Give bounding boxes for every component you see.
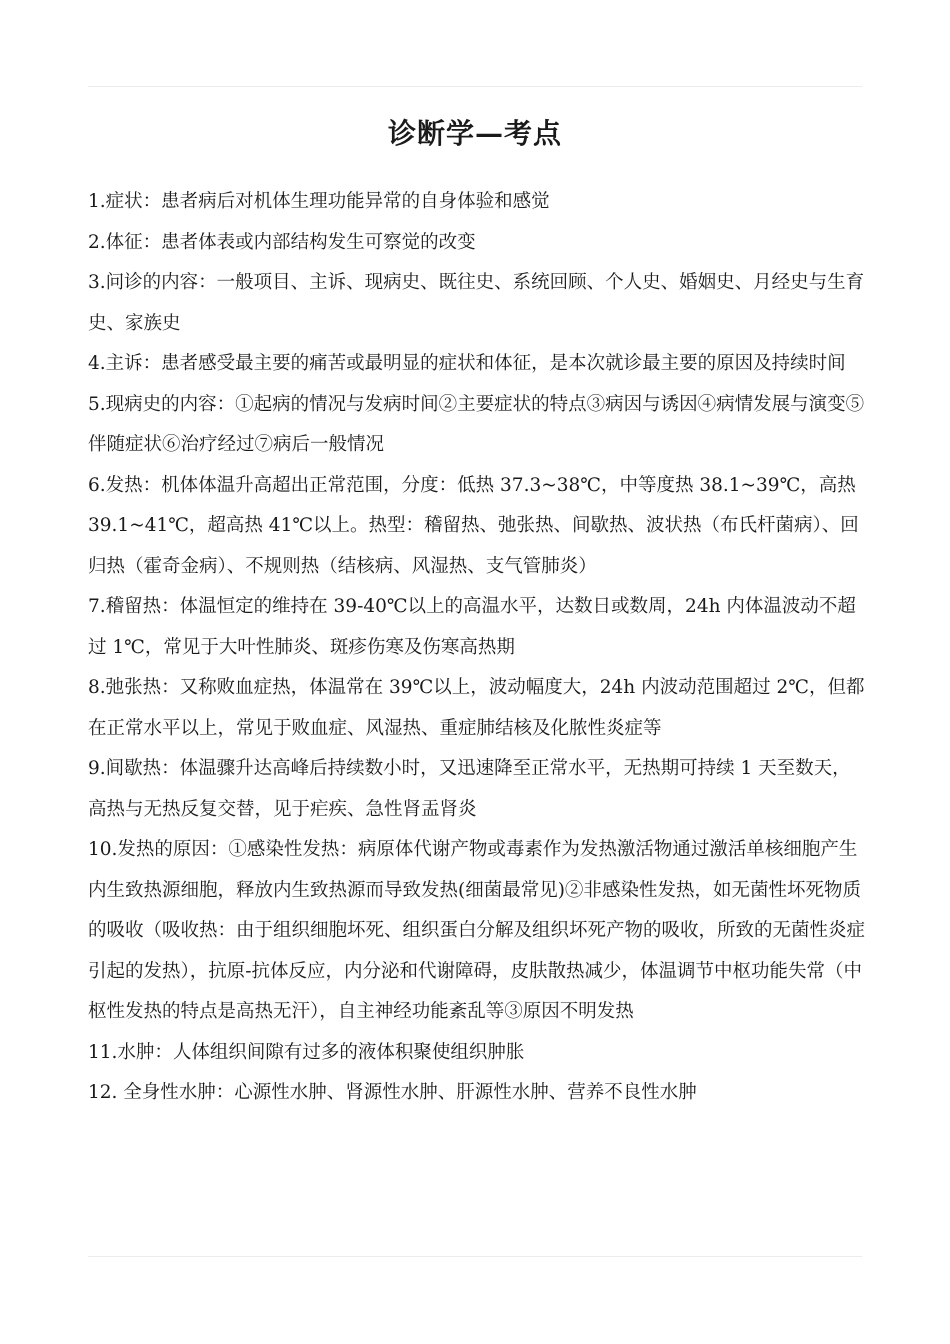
list-item: 7.稽留热：体温恒定的维持在 39-40℃以上的高温水平，达数日或数周，24h 内体温波动不超过 1℃，常见于大叶性肺炎、斑疹伤寒及伤寒高热期 [88, 596, 856, 658]
page-title: 诊断学—考点 [387, 117, 562, 150]
list-item: 11.水肿：人体组织间隙有过多的液体积聚使组织肿胀 [88, 1041, 525, 1063]
list-item: 9.间歇热：体温骤升达高峰后持续数小时，又迅速降至正常水平，无热期可持续 1 天至数天，高热与无热反复交替，见于疟疾、急性肾盂肾炎 [88, 758, 851, 820]
list-item: 12. 全身性水肿：心源性水肿、肾源性水肿、肝源性水肿、营养不良性水肿 [88, 1082, 697, 1103]
list-item: 3.问诊的内容：一般项目、主诉、现病史、既往史、系统回顾、个人史、婚姻史、月经史与生育史、家族史 [88, 272, 865, 334]
list-item: 8.弛张热：又称败血症热，体温常在 39℃以上，波动幅度大，24h 内波动范围超过 2℃，但都在正常水平以上，常见于败血症、风湿热、重症肺结核及化脓性炎症等 [88, 677, 865, 739]
list-item: 10.发热的原因：①感染性发热：病原体代谢产物或毒素作为发热激活物通过激活单核细胞产生内生致热源细胞，释放内生致热源而导致发热(细菌最常见)②非感染性发热，如无菌性坏死物质的吸收（吸收热：由于组织细胞坏死、组织蛋白分解及组织坏死产物的吸收，所致的无菌性炎症引起的发热），抗原-抗体反应，内分泌和代谢障碍，皮肤散热减少，体温调节中枢功能失常（中枢性发热的特点是高热无汗），自主神经功能紊乱等③原因不明发热 [88, 839, 866, 1022]
list-item: 6.发热：机体体温升高超出正常范围，分度：低热 37.3~38℃，中等度热 38.1~39℃，高热 39.1~41℃，超高热 41℃以上。热型：稽留热、弛张热、间歇热、波状热（布氏杆菌病）、回归热（霍奇金病）、不规则热（结核病、风湿热、支气管肺炎） [88, 474, 859, 577]
list-item: 1.症状：患者病后对机体生理功能异常的自身体验和感觉 [88, 191, 550, 212]
list-item: 2.体征：患者体表或内部结构发生可察觉的改变 [88, 231, 476, 253]
list-item: 4.主诉：患者感受最主要的痛苦或最明显的症状和体征，是本次就诊最主要的原因及持续时间 [88, 353, 846, 374]
bottom-divider [88, 1256, 862, 1257]
document-body [88, 182, 866, 1114]
list-item: 5.现病史的内容：①起病的情况与发病时间②主要症状的特点③病因与诱因④病情发展与演变⑤伴随症状⑥治疗经过⑦病后一般情况 [88, 393, 865, 455]
top-divider [88, 86, 862, 87]
